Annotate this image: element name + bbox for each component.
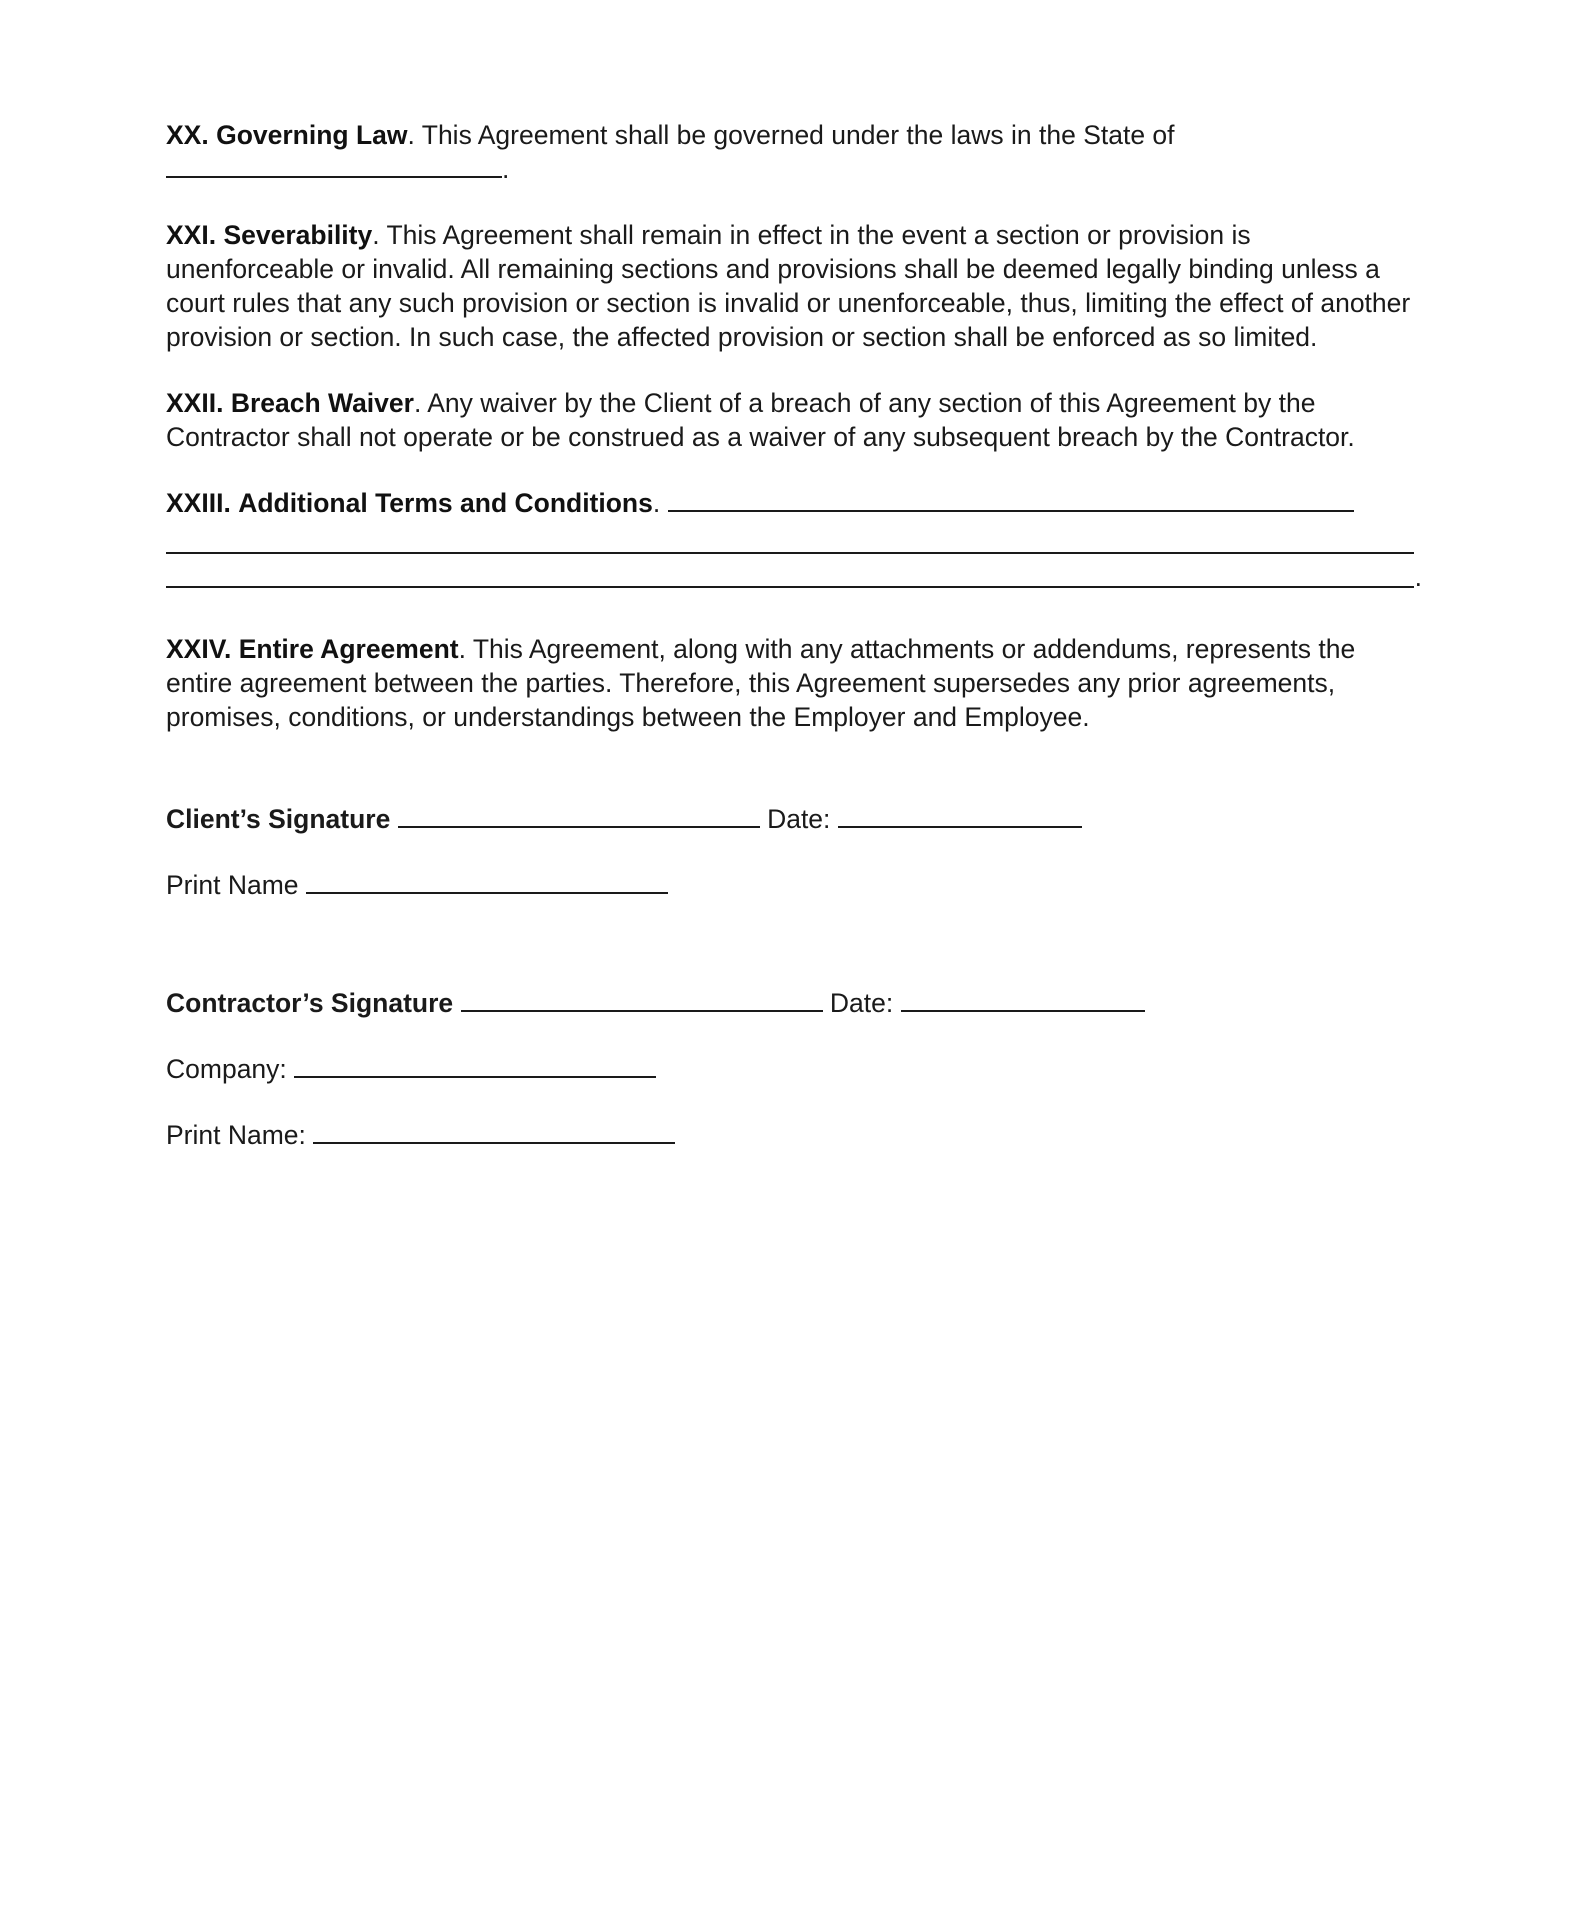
section-entire-agreement bbox=[166, 632, 1420, 734]
additional-terms-blank-line-3[interactable] bbox=[166, 554, 1414, 588]
section-number: XXIII. bbox=[166, 488, 231, 518]
contractor-signature-label: Contractor’s Signature bbox=[166, 988, 454, 1018]
additional-terms-blank-line-2[interactable] bbox=[166, 520, 1414, 554]
additional-terms-blank-line-1[interactable] bbox=[668, 488, 1354, 512]
section-severability bbox=[166, 218, 1420, 354]
section-governing-law bbox=[166, 118, 1420, 186]
section-end-period: . bbox=[1414, 562, 1422, 592]
contractor-date-field[interactable] bbox=[901, 990, 1145, 1012]
section-number: XXI. bbox=[166, 220, 217, 250]
section-title: Severability bbox=[223, 220, 373, 250]
section-title: Governing Law bbox=[216, 120, 408, 150]
client-signature-label: Client’s Signature bbox=[166, 804, 391, 834]
additional-terms-last-line-row bbox=[166, 554, 1422, 592]
section-title: Breach Waiver bbox=[230, 388, 414, 418]
section-text: . bbox=[652, 488, 661, 518]
client-print-name-field[interactable] bbox=[306, 872, 668, 894]
section-number: XXII. bbox=[166, 388, 224, 418]
company-label: Company: bbox=[166, 1054, 287, 1084]
contractor-signature-field[interactable] bbox=[461, 990, 823, 1012]
client-print-name-label: Print Name bbox=[166, 870, 299, 900]
section-title: Entire Agreement bbox=[238, 634, 459, 664]
company-row bbox=[166, 1052, 1420, 1086]
section-text: . This Agreement shall be governed under the laws in the State of bbox=[407, 120, 1175, 150]
client-date-label: Date: bbox=[767, 804, 831, 834]
section-end-period: . bbox=[502, 154, 510, 184]
client-date-field[interactable] bbox=[838, 806, 1082, 828]
section-breach-waiver bbox=[166, 386, 1420, 454]
section-text: . Any waiver by the Client of a breach of any section of this Agreement by the Contractor shall not operate or be construed as a waiver of any subsequent breach by the Contractor. bbox=[166, 388, 1355, 452]
section-text: . This Agreement, along with any attachments or addendums, represents the entire agreement between the parties. Therefore, this Agreement supersedes any prior agreements, promises, conditions, or understandings between the Employer and Employee. bbox=[166, 634, 1356, 732]
contractor-date-label: Date: bbox=[829, 988, 894, 1018]
state-blank-field[interactable] bbox=[166, 154, 502, 178]
company-field[interactable] bbox=[294, 1056, 656, 1078]
section-additional-terms bbox=[166, 486, 1422, 592]
contractor-print-name-field[interactable] bbox=[313, 1122, 675, 1144]
section-title: Additional Terms and Conditions bbox=[238, 488, 653, 518]
section-text: . This Agreement shall remain in effect in the event a section or provision is unenforceable or invalid. All remaining sections and provisions shall be deemed legally binding unless a court rules that any such provision or section is invalid or unenforceable, thus, limiting the effect of another provision or section. In such case, the affected provision or section shall be enforced as so limited. bbox=[166, 220, 1411, 352]
client-signature-row bbox=[166, 802, 1420, 836]
client-signature-field[interactable] bbox=[398, 806, 760, 828]
section-number: XX. bbox=[166, 120, 209, 150]
client-print-name-row bbox=[166, 868, 1420, 902]
document-page bbox=[166, 118, 1420, 1152]
section-number: XXIV. bbox=[166, 634, 232, 664]
contractor-print-name-label: Print Name: bbox=[166, 1120, 306, 1150]
contractor-signature-row bbox=[166, 986, 1420, 1020]
contractor-print-name-row bbox=[166, 1118, 1420, 1152]
